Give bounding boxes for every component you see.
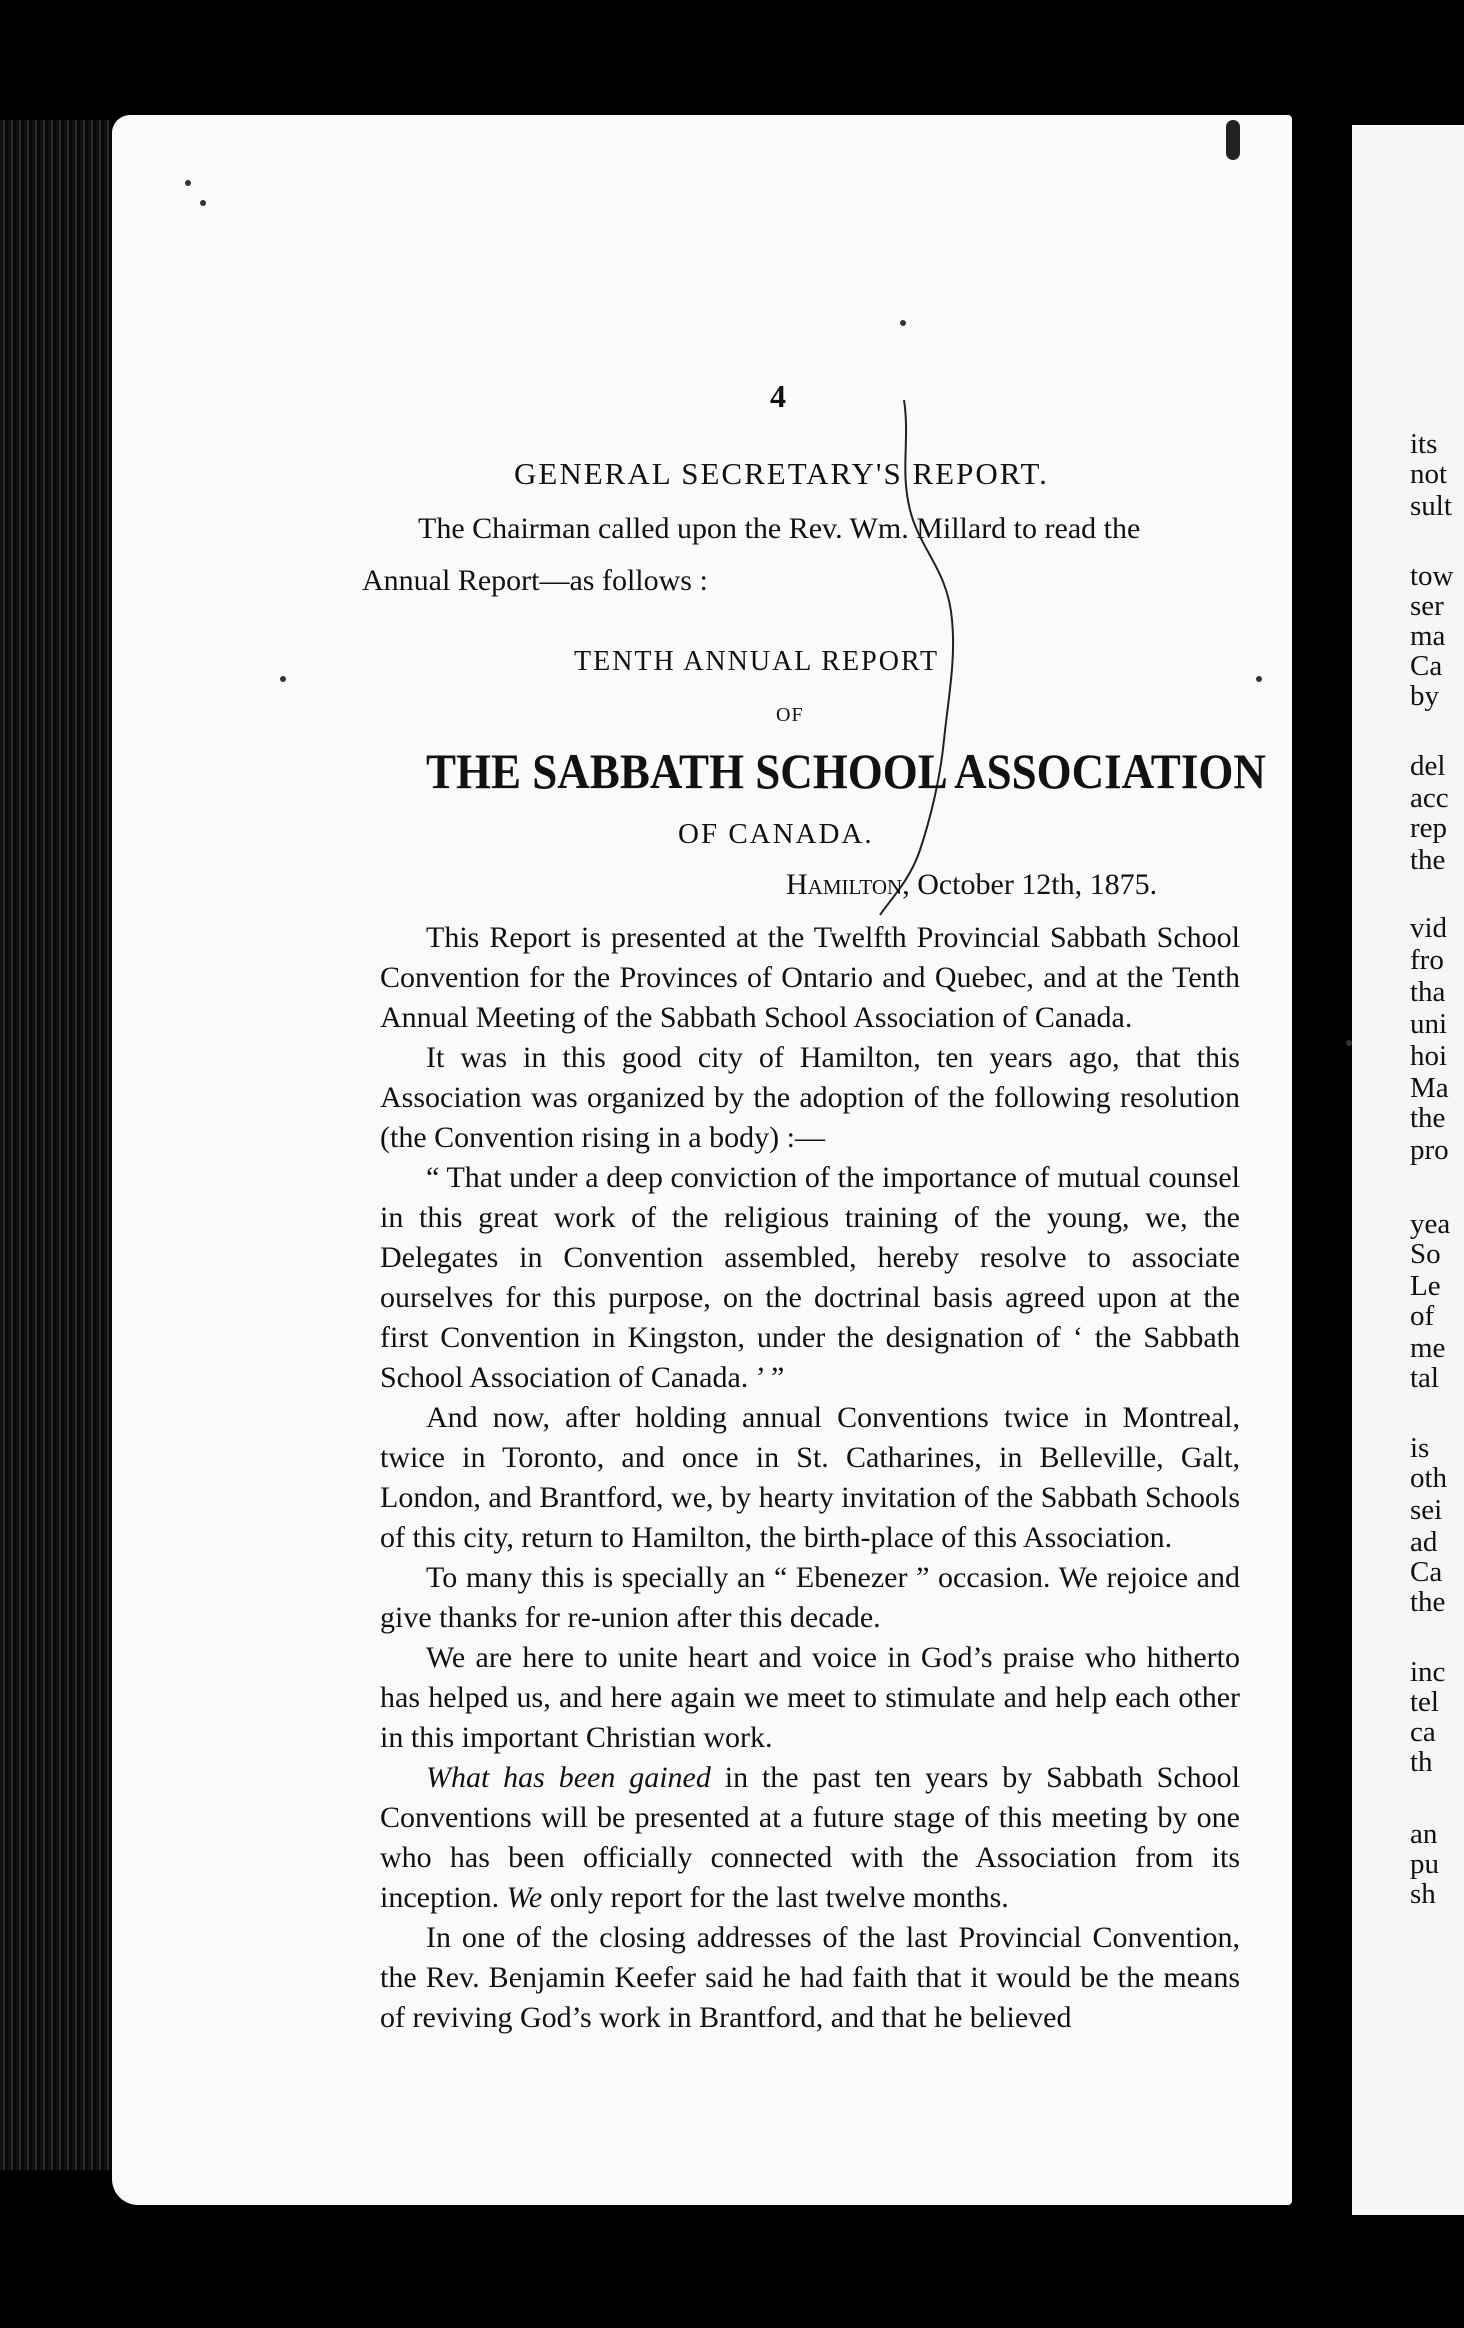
adjacent-page-word: of <box>1410 1300 1435 1332</box>
adjacent-page <box>1352 125 1464 2215</box>
adjacent-page-word: ca <box>1410 1716 1436 1748</box>
adjacent-page-word: the <box>1410 844 1446 876</box>
report-title-of: OF <box>776 704 804 726</box>
intro-line-1: The Chairman called upon the Rev. Wm. Millard to read the <box>418 512 1141 545</box>
adjacent-page-word: sei <box>1410 1494 1443 1526</box>
speck <box>1256 676 1262 682</box>
adjacent-page-word: sh <box>1410 1878 1436 1910</box>
adjacent-page-word: tel <box>1410 1686 1439 1718</box>
adjacent-page-word: uni <box>1410 1008 1448 1040</box>
paragraph-2: It was in this good city of Hamilton, ten years ago, that this Association was organized by the adoption of the following resolution (the Convention rising in a body) :— <box>380 1041 1240 1154</box>
adjacent-page-word: So <box>1410 1238 1441 1270</box>
adjacent-page-word: the <box>1410 1586 1446 1618</box>
adjacent-page-word: the <box>1410 1102 1446 1134</box>
adjacent-page-word: Ca <box>1410 1556 1443 1588</box>
adjacent-page-word: pro <box>1410 1134 1449 1166</box>
adjacent-page-word: acc <box>1410 782 1449 814</box>
adjacent-page-word: fro <box>1410 944 1444 976</box>
paragraph-8: In one of the closing addresses of the last Provincial Convention, the Rev. Benjamin Keefer said he had faith that it would be the means of reviving God’s work in Brantford, and that he believed <box>380 1921 1240 2034</box>
association-name: THE SABBATH SCHOOL ASSOCIATION <box>426 743 1266 799</box>
book-gutter <box>1292 0 1352 2328</box>
report-title: TENTH ANNUAL REPORT <box>574 646 940 677</box>
dateline <box>786 868 1157 902</box>
adjacent-page-word: th <box>1410 1746 1433 1778</box>
adjacent-page-word: ma <box>1410 620 1446 652</box>
book-page-edges <box>0 120 112 2170</box>
paragraph-3-resolution: “ That under a deep conviction of the importance of mutual counsel in this great work of the religious training of the young, we, the Delegates in Convention assembled, hereby resolve to associate ourselves for this purpose, on the doctrinal basis agreed upon at the first Convention in Kingston, under the designation of ‘ the Sabbath School Association of Canada. ’ ” <box>380 1161 1240 1394</box>
paragraph-7-italic-lead: What has been gained <box>426 1761 711 1794</box>
report-body <box>380 918 1240 2038</box>
speck <box>900 320 906 326</box>
association-country: OF CANADA. <box>678 818 874 850</box>
adjacent-page-word: pu <box>1410 1848 1439 1880</box>
adjacent-page-word: Ma <box>1410 1072 1449 1104</box>
adjacent-page-word: tow <box>1410 560 1454 592</box>
speck <box>280 676 286 682</box>
adjacent-page-word: not <box>1410 458 1448 490</box>
speck <box>1346 1040 1352 1046</box>
adjacent-page-word: yea <box>1410 1208 1451 1240</box>
section-heading: GENERAL SECRETARY'S REPORT. <box>514 456 1049 491</box>
dateline-place: Hamilton <box>786 868 903 901</box>
binding-mark <box>1226 120 1240 160</box>
paragraph-7-italic-we: We <box>506 1881 543 1914</box>
adjacent-page-word: ser <box>1410 590 1444 622</box>
paragraph-6: We are here to unite heart and voice in God’s praise who hitherto has helped us, and here again we meet to stimulate and help each other in this important Christian work. <box>380 1641 1240 1754</box>
speck <box>200 200 206 206</box>
adjacent-page-word: tha <box>1410 976 1446 1008</box>
adjacent-page-word: an <box>1410 1818 1438 1850</box>
adjacent-page-word: rep <box>1410 812 1448 844</box>
adjacent-page-word: Ca <box>1410 650 1443 682</box>
paragraph-7-tail: only report for the last twelve months. <box>542 1881 1009 1914</box>
dateline-date: , October 12th, 1875. <box>902 868 1158 901</box>
adjacent-page-word: inc <box>1410 1656 1446 1688</box>
adjacent-page-word: ad <box>1410 1526 1438 1558</box>
adjacent-page-word: sult <box>1410 490 1452 522</box>
adjacent-page-word: Le <box>1410 1270 1441 1302</box>
adjacent-page-word: vid <box>1410 912 1448 944</box>
adjacent-page-word: del <box>1410 750 1446 782</box>
adjacent-page-word: hoi <box>1410 1040 1448 1072</box>
adjacent-page-word: tal <box>1410 1362 1439 1394</box>
paragraph-4: And now, after holding annual Conventions twice in Montreal, twice in Toronto, and once in St. Catharines, in Belleville, Galt, London, and Brantford, we, by hearty invitation of the Sabbath Schools of this city, return to Hamilton, the birth-place of this Association. <box>380 1401 1240 1554</box>
page-number: 4 <box>770 378 786 414</box>
adjacent-page-word: its <box>1410 428 1438 460</box>
paragraph-1: This Report is presented at the Twelfth Provincial Sabbath School Convention for the Provinces of Ontario and Quebec, and at the Tenth Annual Meeting of the Sabbath School Association of Canada. <box>380 921 1240 1034</box>
paragraph-7-text: in the past ten years by Sabbath School Conventions will be presented at a future stage of this meeting by one who has been officially connected with the Association from its inception. <box>380 1761 1241 1914</box>
adjacent-page-word: by <box>1410 680 1439 712</box>
adjacent-page-word: me <box>1410 1332 1446 1364</box>
speck <box>185 180 191 186</box>
paragraph-5: To many this is specially an “ Ebenezer ” occasion. We rejoice and give thanks for re-union after this decade. <box>380 1561 1240 1634</box>
paragraph-7 <box>380 1758 1240 1918</box>
adjacent-page-word: is <box>1410 1432 1430 1464</box>
intro-line-2: Annual Report—as follows : <box>362 564 708 597</box>
adjacent-page-word: oth <box>1410 1462 1448 1494</box>
